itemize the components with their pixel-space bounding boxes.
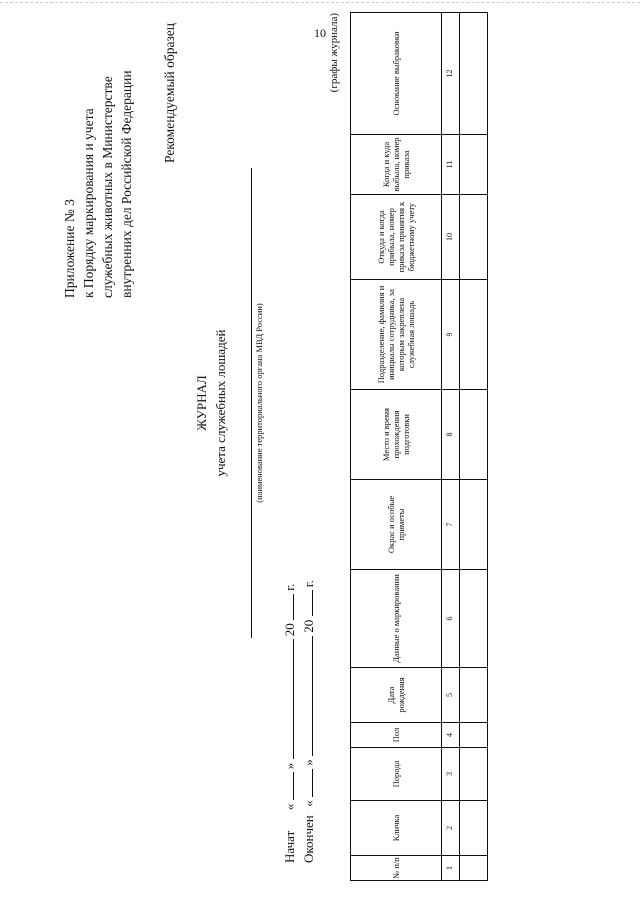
column-number: 1	[441, 856, 459, 881]
header-cell-marking: Данные о маркировании	[351, 570, 442, 668]
open-quote: «	[301, 800, 316, 807]
close-quote: »	[301, 759, 316, 766]
month-blank	[281, 639, 294, 759]
empty-cell	[459, 856, 487, 881]
column-number: 6	[441, 570, 459, 668]
header-cell-birth-date: Дата рождения	[351, 668, 442, 723]
agency-name-line	[251, 168, 252, 638]
column-number: 7	[441, 480, 459, 570]
empty-cell	[459, 801, 487, 856]
appendix-line-3: служебных животных в Министерстве	[100, 76, 115, 298]
year-blank	[281, 594, 294, 620]
open-quote: «	[282, 803, 297, 811]
column-number: 5	[441, 668, 459, 723]
month-blank	[300, 636, 313, 756]
journal-table	[350, 12, 488, 881]
table-column-number-row	[441, 13, 459, 881]
appendix-header	[60, 13, 136, 298]
appendix-line-1: Приложение № 3	[62, 199, 77, 298]
column-number: 9	[441, 280, 459, 390]
table-empty-row	[459, 13, 487, 881]
journal-title: ЖУРНАЛ	[194, 375, 209, 431]
recommended-sample-label: Рекомендуемый образец	[162, 23, 177, 164]
empty-cell	[459, 390, 487, 480]
column-number: 12	[441, 13, 459, 135]
year-suffix: г.	[282, 583, 297, 591]
appendix-line-2: к Порядку маркирования и учета	[81, 108, 96, 298]
column-number: 3	[441, 748, 459, 801]
close-quote: »	[282, 762, 297, 770]
columns-caption: (графы журнала)	[328, 13, 340, 93]
header-cell-culling-reason: Основание выбраковки	[351, 13, 442, 135]
appendix-line-4: внутренних дел Российской Федерации	[119, 70, 134, 298]
header-cell-arrival: Откуда и когда прибыла, номер приказа принятия к бюджетному учету	[351, 195, 442, 280]
column-number: 2	[441, 801, 459, 856]
header-cell-assigned-officer: Подразделение, фамилия и инициалы сотрудника, за которым закреплена служебная лошадь	[351, 280, 442, 390]
column-number: 11	[441, 135, 459, 195]
empty-cell	[459, 748, 487, 801]
header-cell-breed: Порода	[351, 748, 442, 801]
empty-cell	[459, 195, 487, 280]
year-suffix: г.	[301, 580, 316, 588]
rotated-form-sheet	[54, 13, 574, 893]
empty-cell	[459, 480, 487, 570]
century: 20	[282, 623, 297, 637]
page-number: 10	[314, 26, 326, 40]
header-cell-number: № п/п	[351, 856, 442, 881]
century: 20	[301, 619, 316, 633]
empty-cell	[459, 668, 487, 723]
day-blank	[281, 772, 294, 800]
ended-date-row	[300, 483, 317, 863]
empty-cell	[459, 723, 487, 748]
header-cell-departure: Когда и куда выбыла, номер приказа	[351, 135, 442, 195]
started-label: Начат	[282, 830, 297, 863]
column-number: 4	[441, 723, 459, 748]
header-cell-sex: Пол	[351, 723, 442, 748]
header-cell-color: Окрас и особые приметы	[351, 480, 442, 570]
year-blank	[300, 590, 313, 616]
header-cell-training: Место и время прохождения подготовки	[351, 390, 442, 480]
empty-cell	[459, 280, 487, 390]
agency-name-caption: (наименование территориального органа МВД России)	[254, 303, 264, 503]
header-cell-name: Кличка	[351, 801, 442, 856]
started-date-row	[281, 483, 298, 863]
empty-cell	[459, 13, 487, 135]
empty-cell	[459, 135, 487, 195]
table-header-row	[351, 13, 442, 881]
column-number: 10	[441, 195, 459, 280]
empty-cell	[459, 570, 487, 668]
ended-label: Окончен	[301, 815, 316, 863]
day-blank	[300, 769, 313, 797]
column-number: 8	[441, 390, 459, 480]
journal-subtitle: учета служебных лошадей	[213, 329, 228, 477]
scan-top-border	[0, 2, 640, 3]
